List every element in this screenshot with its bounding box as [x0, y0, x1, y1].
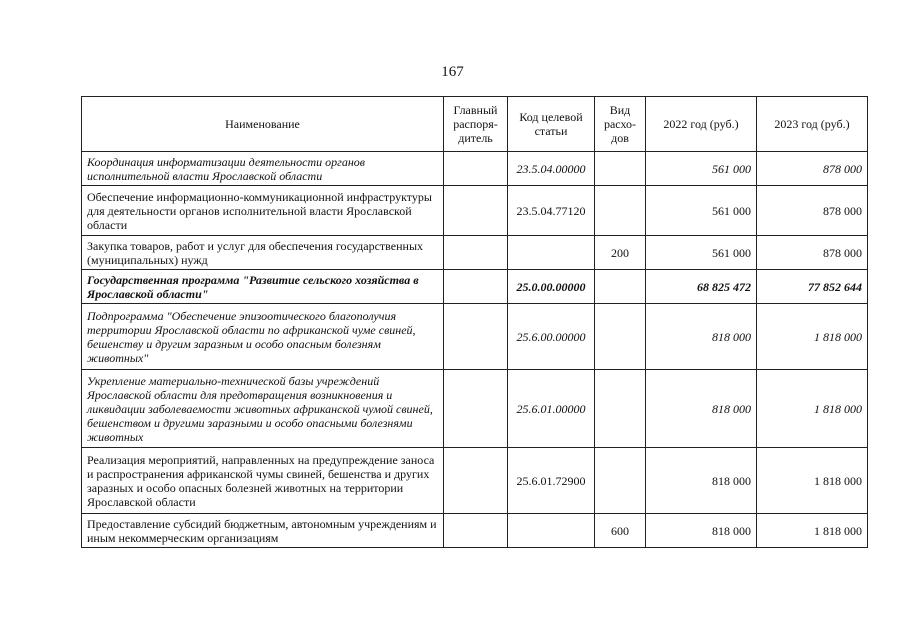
- table-row: [82, 304, 868, 370]
- row-2022-cell: 818 000: [646, 304, 757, 370]
- row-manager-cell: [444, 270, 508, 304]
- row-2022-cell: 561 000: [646, 152, 757, 186]
- row-manager-cell: [444, 448, 508, 514]
- row-expense-cell: [595, 186, 646, 236]
- row-name-cell: Закупка товаров, работ и услуг для обеспечения государственных (муниципальных) нужд: [82, 236, 444, 270]
- row-expense-cell: [595, 270, 646, 304]
- row-manager-cell: [444, 370, 508, 448]
- row-code-cell: 25.0.00.00000: [508, 270, 595, 304]
- row-name-cell: Предоставление субсидий бюджетным, автономным учреждениям и иным некоммерческим организациям: [82, 514, 444, 548]
- row-expense-cell: 200: [595, 236, 646, 270]
- row-code-cell: 23.5.04.00000: [508, 152, 595, 186]
- table-row: [82, 514, 868, 548]
- row-expense-cell: 600: [595, 514, 646, 548]
- header-expense: Вид расхо-дов: [595, 97, 646, 152]
- row-manager-cell: [444, 236, 508, 270]
- row-manager-cell: [444, 304, 508, 370]
- header-code: Код целевой статьи: [508, 97, 595, 152]
- row-2023-cell: 878 000: [757, 186, 868, 236]
- row-manager-cell: [444, 514, 508, 548]
- row-expense-cell: [595, 304, 646, 370]
- header-2023: 2023 год (руб.): [757, 97, 868, 152]
- row-name-cell: Государственная программа "Развитие сельского хозяйства в Ярославской области": [82, 270, 444, 304]
- row-expense-cell: [595, 448, 646, 514]
- row-2023-cell: 1 818 000: [757, 370, 868, 448]
- table-row: [82, 370, 868, 448]
- table-row: [82, 186, 868, 236]
- table-row: [82, 270, 868, 304]
- row-expense-cell: [595, 370, 646, 448]
- row-2022-cell: 561 000: [646, 186, 757, 236]
- row-manager-cell: [444, 152, 508, 186]
- row-code-cell: 25.6.00.00000: [508, 304, 595, 370]
- header-2022: 2022 год (руб.): [646, 97, 757, 152]
- row-2023-cell: 1 818 000: [757, 514, 868, 548]
- row-code-cell: 25.6.01.00000: [508, 370, 595, 448]
- row-code-cell: 25.6.01.72900: [508, 448, 595, 514]
- table-row: [82, 152, 868, 186]
- table-row: [82, 236, 868, 270]
- row-2023-cell: 878 000: [757, 152, 868, 186]
- table-body: [82, 152, 868, 548]
- header-manager: Главный распоря-дитель: [444, 97, 508, 152]
- row-2023-cell: 878 000: [757, 236, 868, 270]
- header-name: Наименование: [82, 97, 444, 152]
- row-2022-cell: 68 825 472: [646, 270, 757, 304]
- row-manager-cell: [444, 186, 508, 236]
- row-2023-cell: 1 818 000: [757, 304, 868, 370]
- row-2022-cell: 818 000: [646, 448, 757, 514]
- page-number: 167: [441, 64, 464, 80]
- row-2022-cell: 818 000: [646, 514, 757, 548]
- row-code-cell: [508, 236, 595, 270]
- row-name-cell: Укрепление материально-технической базы учреждений Ярославской области для предотвращения возникновения и ликвидации заболеваемости животных африканской чумой свиней, бешенством и другими заразными и особо опасными болезнями животных: [82, 370, 444, 448]
- budget-table: [81, 96, 868, 548]
- row-expense-cell: [595, 152, 646, 186]
- table-row: [82, 448, 868, 514]
- row-2023-cell: 1 818 000: [757, 448, 868, 514]
- row-code-cell: [508, 514, 595, 548]
- row-2022-cell: 818 000: [646, 370, 757, 448]
- row-2023-cell: 77 852 644: [757, 270, 868, 304]
- row-name-cell: Подпрограмма "Обеспечение эпизоотического благополучия территории Ярославской области по африканской чуме свиней, бешенству и другим заразным и особо опасным болезням животных": [82, 304, 444, 370]
- row-code-cell: 23.5.04.77120: [508, 186, 595, 236]
- row-name-cell: Обеспечение информационно-коммуникационной инфраструктуры для деятельности органов исполнительной власти Ярославской области: [82, 186, 444, 236]
- table-header-row: [82, 97, 868, 152]
- row-2022-cell: 561 000: [646, 236, 757, 270]
- row-name-cell: Координация информатизации деятельности органов исполнительной власти Ярославской области: [82, 152, 444, 186]
- row-name-cell: Реализация мероприятий, направленных на предупреждение заноса и распространения африканской чумы свиней, бешенства и других заразных и особо опасных болезней животных на территории Ярославской области: [82, 448, 444, 514]
